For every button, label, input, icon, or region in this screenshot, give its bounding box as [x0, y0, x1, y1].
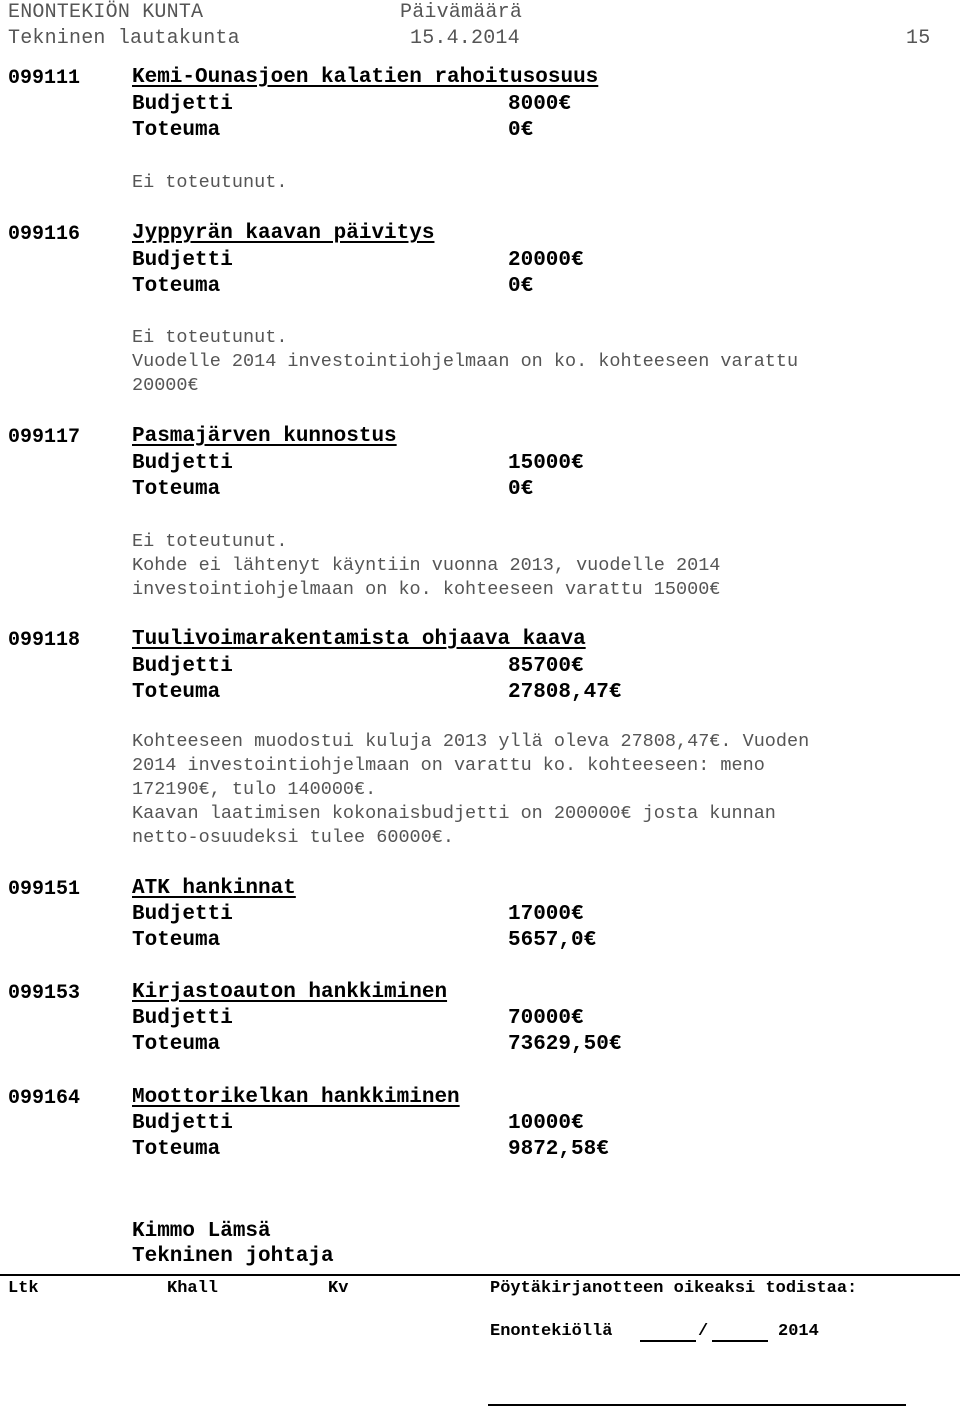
signer-title: Tekninen johtaja: [132, 1245, 334, 1268]
actual-value: 0€: [508, 119, 534, 142]
item-note: 2014 investointiohjelmaan on varattu ko. kohteeseen: meno: [132, 755, 765, 776]
item-note: Ei toteutunut.: [132, 327, 288, 348]
org-name: ENONTEKIÖN KUNTA: [8, 1, 204, 24]
item-code: 099116: [8, 223, 81, 246]
document-date: 15.4.2014: [410, 27, 520, 50]
budget-value: 70000€: [508, 1007, 584, 1030]
certify-label: Pöytäkirjanotteen oikeaksi todistaa:: [490, 1279, 858, 1298]
footer-divider: [0, 1274, 960, 1276]
actual-value: 0€: [508, 478, 534, 501]
actual-label: Toteuma: [132, 1033, 221, 1056]
item-code: 099164: [8, 1087, 81, 1110]
budget-label: Budjetti: [132, 1112, 233, 1135]
budget-value: 8000€: [508, 93, 572, 116]
budget-value: 20000€: [508, 249, 584, 272]
day-blank-line: [640, 1340, 696, 1342]
signature-line: [488, 1404, 906, 1406]
date-label: Päivämäärä: [400, 1, 523, 24]
item-code: 099111: [8, 67, 81, 90]
footer-ltk: Ltk: [8, 1279, 39, 1298]
actual-label: Toteuma: [132, 275, 221, 298]
item-title: Kemi-Ounasjoen kalatien rahoitusosuus: [132, 66, 599, 89]
actual-value: 9872,58€: [508, 1138, 609, 1161]
budget-value: 17000€: [508, 903, 584, 926]
footer-year: 2014: [778, 1322, 819, 1341]
item-title: Jyppyrän kaavan päivitys: [132, 222, 435, 245]
item-code: 099117: [8, 426, 81, 449]
page-number: 15: [906, 27, 931, 50]
item-note: Vuodelle 2014 investointiohjelmaan on ko. kohteeseen varattu: [132, 351, 799, 372]
budget-label: Budjetti: [132, 249, 233, 272]
item-note: Kohde ei lähtenyt käyntiin vuonna 2013, vuodelle 2014: [132, 555, 721, 576]
budget-value: 15000€: [508, 452, 584, 475]
budget-label: Budjetti: [132, 903, 233, 926]
actual-label: Toteuma: [132, 929, 221, 952]
month-blank-line: [712, 1340, 768, 1342]
item-note: netto-osuudeksi tulee 60000€.: [132, 827, 454, 848]
item-note: Ei toteutunut.: [132, 531, 288, 552]
item-note: Kohteeseen muodostui kuluja 2013 yllä oleva 27808,47€. Vuoden: [132, 731, 810, 752]
budget-label: Budjetti: [132, 1007, 233, 1030]
actual-value: 5657,0€: [508, 929, 597, 952]
item-code: 099151: [8, 878, 81, 901]
actual-label: Toteuma: [132, 1138, 221, 1161]
item-note: investointiohjelmaan on ko. kohteeseen varattu 15000€: [132, 579, 721, 600]
budget-label: Budjetti: [132, 452, 233, 475]
place-label: Enontekiöllä: [490, 1322, 613, 1341]
date-separator: /: [698, 1322, 709, 1341]
item-code: 099153: [8, 982, 81, 1005]
item-note: 20000€: [132, 375, 199, 396]
actual-label: Toteuma: [132, 681, 221, 704]
actual-value: 0€: [508, 275, 534, 298]
budget-label: Budjetti: [132, 93, 233, 116]
actual-label: Toteuma: [132, 119, 221, 142]
item-note: Kaavan laatimisen kokonaisbudjetti on 200000€ josta kunnan: [132, 803, 776, 824]
budget-value: 85700€: [508, 655, 584, 678]
item-note: 172190€, tulo 140000€.: [132, 779, 377, 800]
actual-value: 73629,50€: [508, 1033, 622, 1056]
actual-value: 27808,47€: [508, 681, 622, 704]
footer-khall: Khall: [167, 1279, 219, 1298]
actual-label: Toteuma: [132, 478, 221, 501]
budget-value: 10000€: [508, 1112, 584, 1135]
board-name: Tekninen lautakunta: [8, 27, 240, 50]
item-title: Tuulivoimarakentamista ohjaava kaava: [132, 628, 586, 651]
signer-name: Kimmo Lämsä: [132, 1220, 271, 1243]
item-title: ATK hankinnat: [132, 877, 296, 900]
item-title: Kirjastoauton hankkiminen: [132, 981, 448, 1004]
item-note: Ei toteutunut.: [132, 172, 288, 193]
footer-kv: Kv: [328, 1279, 349, 1298]
budget-label: Budjetti: [132, 655, 233, 678]
item-title: Moottorikelkan hankkiminen: [132, 1086, 460, 1109]
item-title: Pasmajärven kunnostus: [132, 425, 397, 448]
item-code: 099118: [8, 629, 81, 652]
